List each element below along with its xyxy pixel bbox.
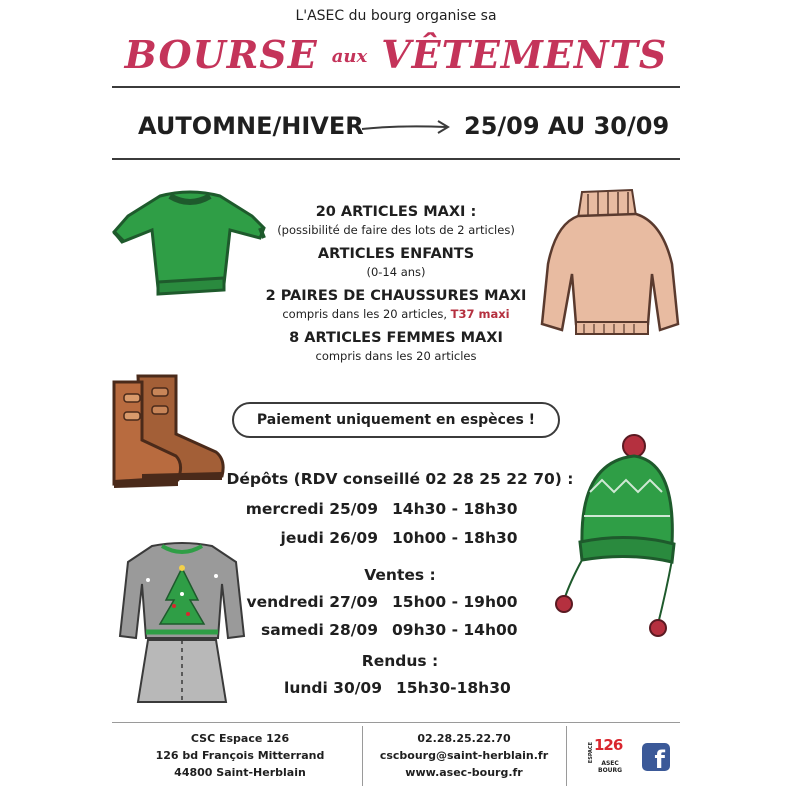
rule-max-articles: 20 ARTICLES MAXI : — [315, 204, 477, 220]
intro-text: L'ASEC du bourg organise sa — [295, 8, 497, 24]
deposits-title: Dépôts (RDV conseillé 02 28 25 22 70) : — [226, 470, 574, 488]
rule-shoes-note-line — [246, 307, 546, 321]
contact-phone: 02.28.25.22.70 — [417, 732, 511, 745]
rules-block — [246, 204, 546, 372]
arrow-right-icon — [360, 118, 454, 136]
logo-bourg: BOURG — [598, 767, 623, 774]
rule-shoes-size: T37 maxi — [450, 307, 510, 321]
logo-asec: ASEC — [601, 760, 619, 767]
rule-shoes-note: compris dans les 20 articles, — [282, 307, 447, 321]
address-line: CSC Espace 126 — [190, 732, 290, 745]
deposit-day: mercredi 25/09 — [245, 500, 378, 518]
contact-website: www.asec-bourg.fr — [405, 766, 523, 779]
deposit-day: jeudi 26/09 — [280, 529, 378, 547]
season-label: AUTOMNE/HIVER — [138, 112, 364, 140]
returns-title: Rendus : — [361, 652, 439, 670]
rule-kids-age: (0-14 ans) — [366, 265, 426, 279]
title-bourse: BOURSE — [124, 32, 318, 77]
green-sweater-icon — [112, 186, 268, 306]
event-dates: 25/09 AU 30/09 — [464, 112, 670, 140]
sales-title: Ventes : — [364, 566, 436, 584]
logo-vertical-text: ESPACE — [588, 742, 594, 764]
footer-separator — [566, 726, 567, 786]
footer-separator — [362, 726, 363, 786]
return-day: lundi 30/09 — [284, 679, 382, 697]
rule-kids: ARTICLES ENFANTS — [317, 246, 475, 262]
title-aux: aux — [331, 46, 368, 67]
rule-shoes: 2 PAIRES DE CHAUSSURES MAXI — [265, 288, 527, 304]
sale-hours: 15h00 - 19h00 — [392, 593, 518, 611]
contact-block — [366, 730, 562, 781]
deposit-hours: 10h00 - 18h30 — [392, 529, 518, 547]
rule-women-note: compris dans les 20 articles — [315, 349, 477, 363]
divider-footer — [112, 722, 680, 723]
rule-women: 8 ARTICLES FEMMES MAXI — [289, 330, 503, 346]
deposit-row — [150, 500, 620, 518]
espace-126-logo — [588, 734, 626, 786]
address-block — [122, 730, 358, 781]
sale-day: vendredi 27/09 — [246, 593, 378, 611]
deposit-hours: 14h30 - 18h30 — [392, 500, 518, 518]
return-hours: 15h30-18h30 — [396, 679, 511, 697]
title-vetements: VÊTEMENTS — [381, 32, 668, 77]
rule-lots-note: (possibilité de faire des lots de 2 articles) — [277, 223, 515, 237]
address-line: 44800 Saint-Herblain — [174, 766, 306, 779]
green-beanie-icon — [554, 432, 682, 642]
facebook-letter: f — [654, 746, 665, 774]
divider-middle — [112, 158, 680, 160]
contact-email: cscbourg@saint-herblain.fr — [379, 749, 549, 762]
payment-notice: Paiement uniquement en espèces ! — [232, 402, 560, 438]
logo-number: 126 — [594, 736, 623, 754]
facebook-icon[interactable] — [642, 743, 670, 774]
logo-sub — [598, 760, 622, 774]
divider-top — [112, 86, 680, 88]
address-line: 126 bd François Mitterrand — [155, 749, 325, 762]
christmas-sweater-icon — [118, 540, 246, 708]
beige-turtleneck-icon — [536, 184, 682, 344]
sale-hours: 09h30 - 14h00 — [392, 621, 518, 639]
event-title — [0, 32, 792, 77]
brown-boots-icon — [112, 372, 228, 490]
sale-day: samedi 28/09 — [261, 621, 378, 639]
